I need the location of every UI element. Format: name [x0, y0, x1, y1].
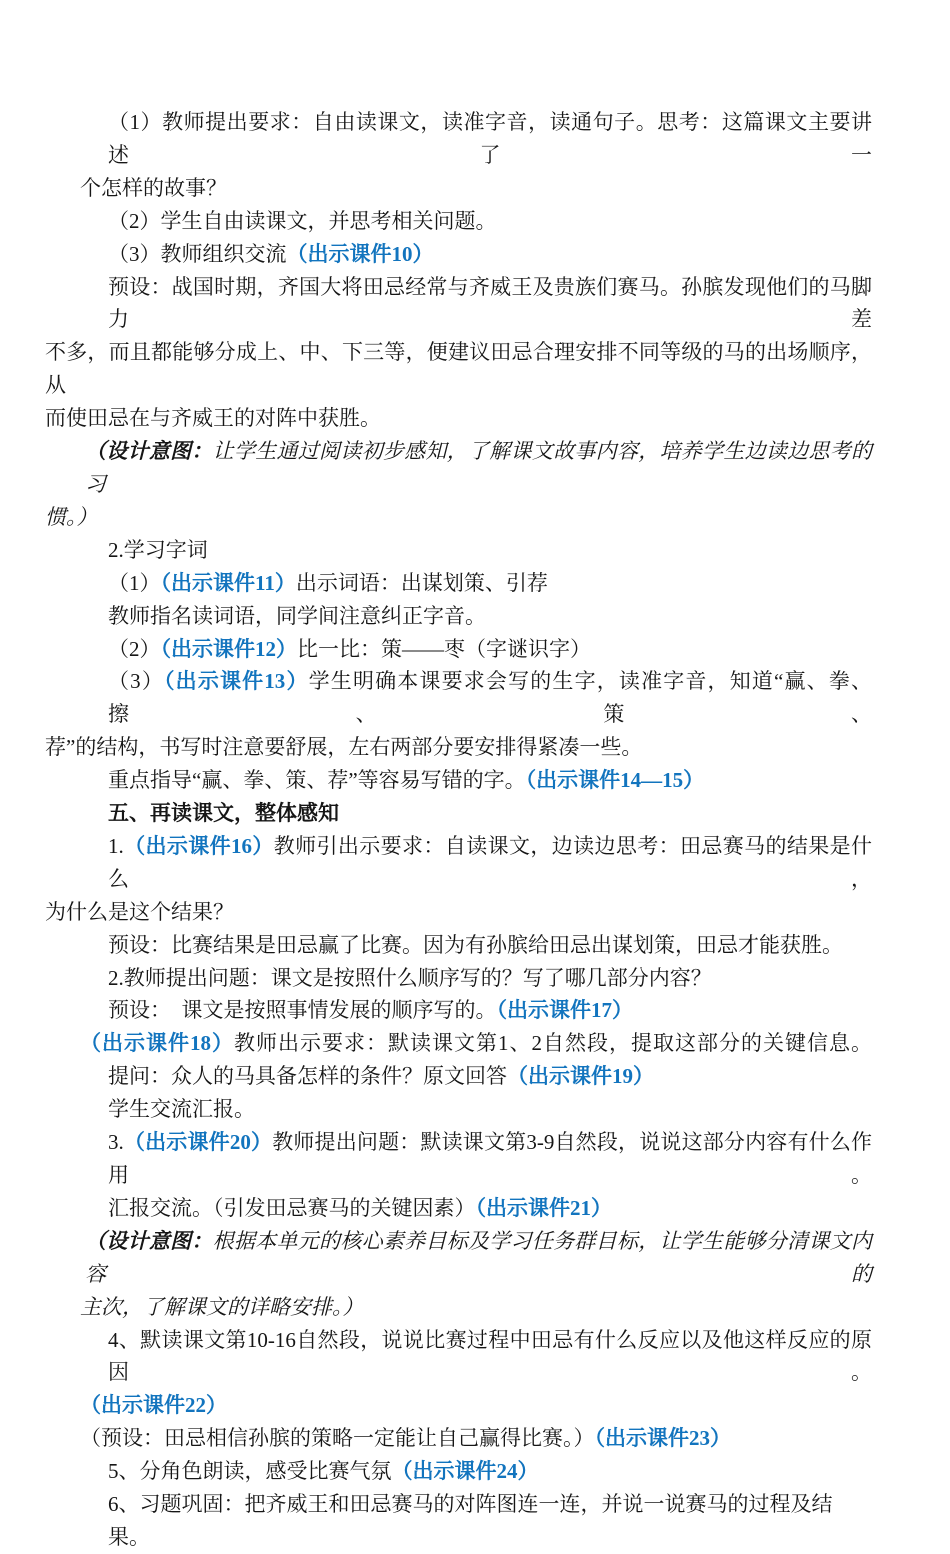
text-segment: （出示课件10） [286, 241, 434, 266]
text-line [45, 1455, 872, 1488]
text-segment: 汇报交流。（引发田忌赛马的关键因素） [108, 1195, 476, 1220]
text-line [45, 929, 872, 962]
text-line [45, 271, 872, 337]
text-line [45, 534, 872, 567]
text-line [45, 1488, 872, 1554]
text-segment: （3）教师组织交流 [108, 241, 287, 266]
text-segment: 让学生通过阅读初步感知，了解课文故事内容，培养学生边读边思考的习 [85, 439, 873, 496]
text-line [45, 435, 872, 501]
text-segment: 教师指名读词语，同学间注意纠正字音。 [108, 603, 486, 628]
text-segment: （出示课件14—15） [525, 768, 705, 793]
text-line [45, 896, 872, 929]
text-segment: （出示课件22） [80, 1393, 227, 1418]
text-line [45, 1126, 872, 1192]
text-line [45, 1389, 872, 1422]
text-segment: 1. [108, 833, 124, 858]
text-segment: 出示词语：出谋划策、引荐 [295, 570, 548, 595]
text-line [45, 764, 872, 797]
text-segment: （预设：田忌相信孙膑的策略一定能让自己赢得比赛。） [80, 1426, 595, 1451]
text-line [45, 205, 872, 238]
text-line [45, 402, 872, 435]
text-segment: （出示课件17） [496, 998, 633, 1023]
text-line [45, 1225, 872, 1291]
text-segment: 教师出示要求：默读课文第1、2自然段，提取这部分的关键信息。 [234, 1031, 872, 1056]
text-segment: 为什么是这个结果？ [45, 899, 234, 924]
text-segment: 五、再读课文，整体感知 [108, 801, 339, 826]
text-segment: （1） [108, 570, 161, 595]
text-segment: 2.学习字词 [108, 537, 208, 562]
text-line [45, 172, 872, 205]
text-line [45, 962, 872, 995]
text-segment: 5、分角色朗读，感受比赛气氛 [108, 1459, 392, 1484]
text-line [45, 633, 872, 666]
text-segment: 提问：众人的马具备怎样的条件？原文回答 [108, 1064, 507, 1089]
text-line [45, 501, 872, 534]
text-segment: （设计意图： [85, 1227, 213, 1253]
text-segment: （出示课件20） [123, 1130, 273, 1155]
text-segment: 个怎样的故事？ [80, 175, 227, 200]
text-line [45, 665, 872, 731]
text-line [45, 1422, 872, 1455]
text-segment: 3. [108, 1130, 124, 1155]
text-segment: （2）学生自由读课文，并思考相关问题。 [108, 208, 497, 233]
text-line [45, 1027, 872, 1060]
text-segment: 4、默读课文第10-16自然段，说说比赛过程中田忌有什么反应以及他这样反应的原因。 [108, 1327, 872, 1385]
text-segment: （出示课件24） [391, 1459, 539, 1484]
text-line [45, 600, 872, 633]
text-line [45, 1060, 872, 1093]
text-line [45, 1291, 872, 1324]
text-segment: （出示课件23） [594, 1426, 731, 1451]
text-segment: （1）教师提出要求：自由读课文，读准字音，读通句子。思考：这篇课文主要讲述了一 [108, 110, 872, 167]
text-segment: （出示课件18） [80, 1031, 234, 1056]
text-segment: 6、习题巩固：把齐威王和田忌赛马的对阵图连一连，并说一说赛马的过程及结果。 [108, 1492, 833, 1549]
text-line [45, 1324, 872, 1390]
text-segment: 不多，而且都能够分成上、中、下三等，便建议田忌合理安排不同等级的马的出场顺序，从 [45, 340, 872, 398]
text-line [45, 830, 872, 896]
text-line [45, 1192, 872, 1225]
text-segment: 预设： 课文是按照事情发展的顺序写的。 [108, 998, 497, 1023]
text-segment: （设计意图： [85, 438, 213, 464]
document-body [45, 106, 872, 1554]
text-line [45, 797, 872, 830]
text-segment: 预设：比赛结果是田忌赢了比赛。因为有孙膑给田忌出谋划策，田忌才能获胜。 [108, 932, 843, 957]
text-segment: （出示课件21） [475, 1195, 612, 1220]
text-line [45, 1093, 872, 1126]
text-segment: 荐”的结构，书写时注意要舒展，左右两部分要安排得紧凑一些。 [45, 735, 643, 760]
text-segment: 教师提出问题：默读课文第3-9自然段，说说这部分内容有什么作用。 [108, 1130, 872, 1187]
text-line [45, 994, 872, 1027]
text-segment: 比一比：策——枣（字谜识字） [297, 636, 591, 661]
text-segment: （出示课件16） [123, 833, 274, 858]
text-segment: （3） [108, 669, 164, 694]
text-segment: 重点指导“赢、拳、策、荐”等容易写错的字。 [108, 768, 526, 793]
text-segment: 预设：战国时期，齐国大将田忌经常与齐威王及贵族们赛马。孙膑发现他们的马脚力差 [108, 274, 872, 332]
text-line [45, 238, 872, 271]
text-segment: 主次，了解课文的详略安排。） [80, 1294, 364, 1319]
text-line [45, 106, 872, 172]
text-segment: 学生交流汇报。 [108, 1097, 255, 1122]
text-segment: 2.教师提出问题：课文是按照什么顺序写的？写了哪几部分内容？ [108, 965, 712, 990]
text-segment: （出示课件11） [160, 570, 296, 595]
text-segment: （出示课件13） [164, 669, 309, 694]
text-line [45, 567, 872, 600]
text-line [45, 336, 872, 402]
text-segment: 惯。） [45, 504, 98, 529]
text-line [45, 731, 872, 764]
text-segment: （2） [108, 636, 161, 661]
text-segment: 根据本单元的核心素养目标及学习任务群目标，让学生能够分清课文内容的 [85, 1228, 873, 1286]
text-segment: 而使田忌在与齐威王的对阵中获胜。 [45, 406, 381, 431]
text-segment: （出示课件12） [160, 636, 297, 661]
text-segment: 学生明确本课要求会写的生字，读准字音，知道“赢、拳、擦、策、 [108, 669, 873, 727]
text-segment: 教师引出示要求：自读课文，边读边思考：田忌赛马的结果是什么， [108, 833, 873, 891]
text-segment: （出示课件19） [507, 1064, 654, 1089]
